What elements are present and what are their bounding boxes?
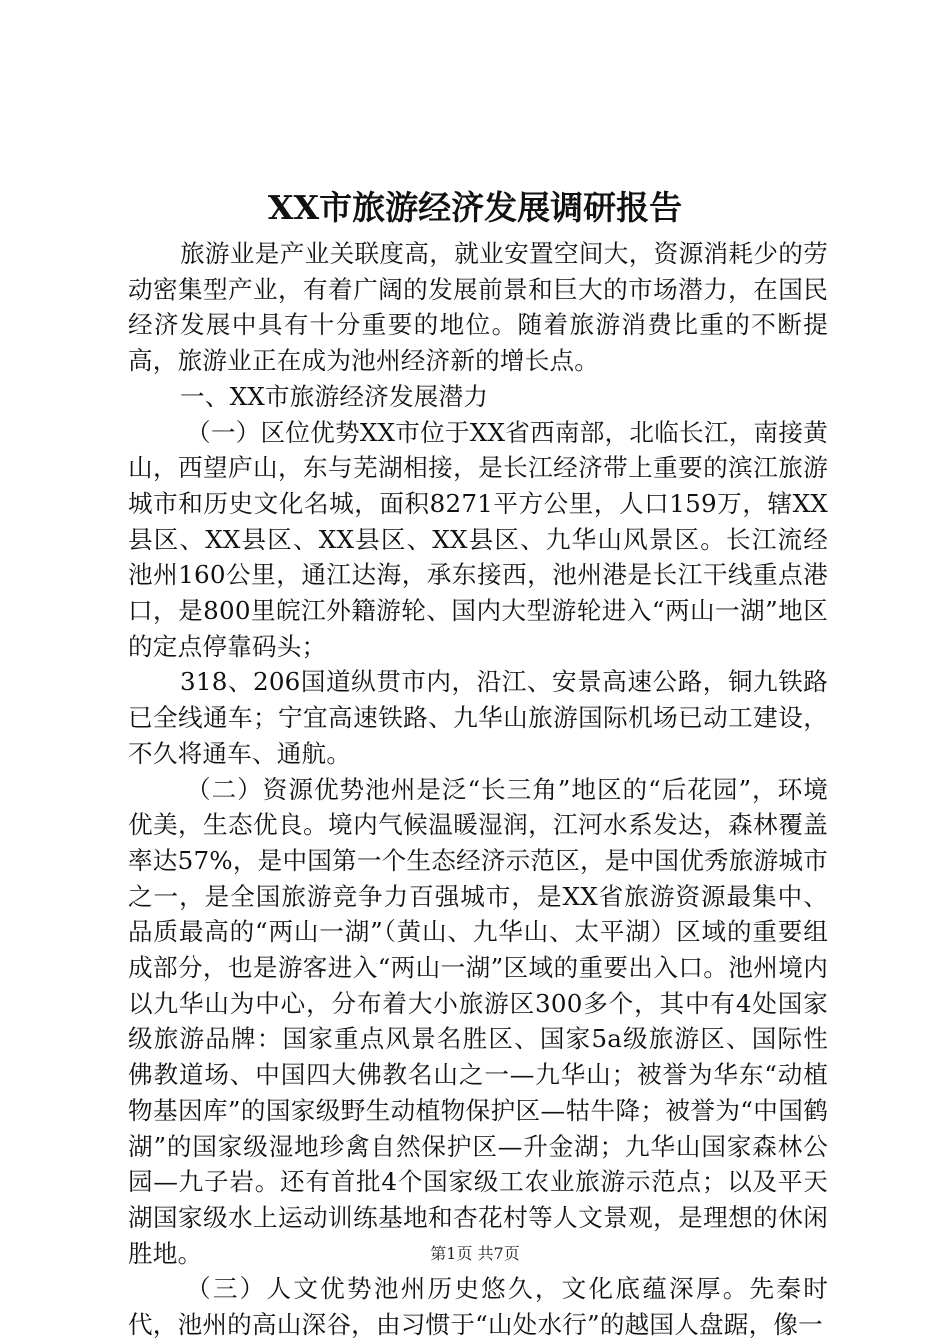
paragraph-transport: 318、206国道纵贯市内，沿江、安景高速公路，铜九铁路已全线通车；宁宜高速铁路、九华山旅游国际机场已动工建设，不久将通车、通航。: [128, 667, 828, 768]
paragraph-resource-advantage: （二）资源优势池州是泛“长三角”地区的“后花园”，环境优美，生态优良。境内气候温暖湿润，江河水系发达，森林覆盖率达57%，是中国第一个生态经济示范区，是中国优秀旅游城市之一，是全国旅游竞争力百强城市，是XX省旅游资源最集中、品质最高的“两山一湖”（黄山、九华山、太平湖）区域的重要组成部分，也是游客进入“两山一湖”区域的重要出入口。池州境内以九华山为中心，分布着大小旅游区300多个，其中有4处国家级旅游品牌：国家重点风景名胜区、国家5a级旅游区、国际性佛教道场、中国四大佛教名山之一—九华山；被誉为华东“动植物基因库”的国家级野生动植物保护区—牯牛降；被誉为“中国鹤湖”的国家级湿地珍禽自然保护区—升金湖；九华山国家森林公园—九子岩。还有首批4个国家级工农业旅游示范点；以及平天湖国家级水上运动训练基地和杏花村等人文景观，是理想的休闲胜地。: [128, 774, 828, 1268]
paragraph-cultural-advantage: （三）人文优势池州历史悠久，文化底蕴深厚。先秦时代，池州的高山深谷，由习惯于“山处水行”的越国人盘踞，像一: [128, 1274, 828, 1340]
document-title: XX市旅游经济发展调研报告: [267, 188, 683, 227]
page-footer: 第1页 共7页: [430, 1244, 520, 1263]
paragraph-intro: 旅游业是产业关联度高，就业安置空间大，资源消耗少的劳动密集型产业，有着广阔的发展前景和巨大的市场潜力，在国民经济发展中具有十分重要的地位。随着旅游消费比重的不断提高，旅游业正在成为池州经济新的增长点。: [128, 239, 828, 376]
paragraph-location-advantage: （一）区位优势XX市位于XX省西南部，北临长江，南接黄山，西望庐山，东与芜湖相接，是长江经济带上重要的滨江旅游城市和历史文化名城，面积8271平方公里，人口159万，辖XX县区、XX县区、XX县区、XX县区、九华山风景区。长江流经池州160公里，通江达海，承东接西，池州港是长江干线重点港口，是800里皖江外籍游轮、国内大型游轮进入“两山一湖”地区的定点停靠码头；: [128, 417, 828, 661]
document-body: [128, 236, 828, 1343]
section-heading: 一、XX市旅游经济发展潜力: [180, 381, 489, 411]
